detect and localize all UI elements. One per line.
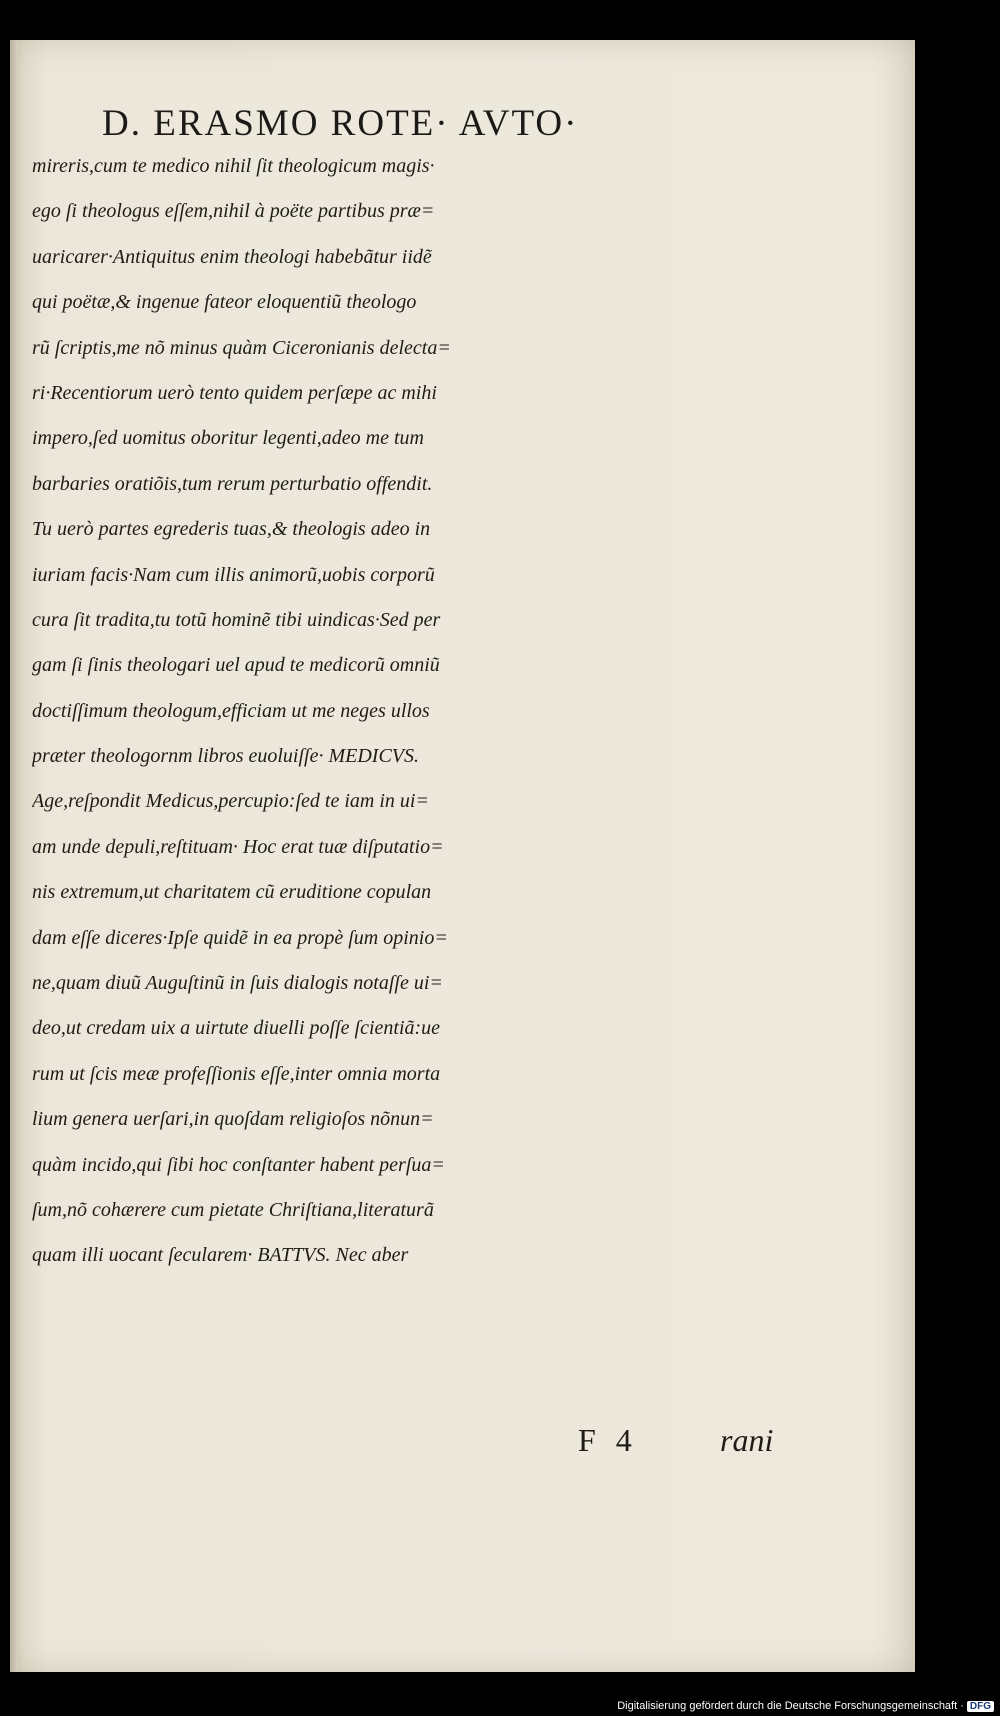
credit-text: Digitalisierung gefördert durch die Deutsche Forschungsgemeinschaft · [617,1700,964,1712]
running-head: D. ERASMO ROTE· AVTO· [102,103,579,144]
text-line: quam illi uocant ſecularem· BATTVS. Nec aber [32,1244,409,1267]
text-line: iuriam facis·Nam cum illis animorũ,uobis corporũ [32,563,435,586]
text-line: gam ſi ſinis theologari uel apud te medicorũ omniũ [32,654,440,677]
text-line: doctiſſimum theologum,efficiam ut me neges ullos [32,699,430,722]
text-line: am unde depuli,reſtituam· Hoc erat tuæ diſputatio= [32,835,444,858]
text-line: rũ ſcriptis,me nõ minus quàm Ciceronianis delecta= [32,336,451,359]
text-line: rum ut ſcis meæ profeſſionis eſſe,inter omnia morta [32,1062,441,1085]
signature-mark: F 4 [578,1422,638,1458]
text-line: dam eſſe diceres·Ipſe quidẽ in ea propè ſum opinio= [32,926,448,949]
text-line: qui poëtæ,& ingenue fateor eloquentiũ theologo [32,291,417,314]
text-line: ſum,nõ cohærere cum pietate Chriſtiana,literaturã [32,1198,434,1221]
catchword: rani [720,1422,774,1458]
text-line: lium genera uerſari,in quoſdam religioſos nõnun= [32,1108,434,1131]
text-line: cura ſit tradita,tu totũ hominẽ tibi uindicas·Sed per [32,608,441,631]
page-gutter-edge [10,40,18,1672]
text-line: deo,ut credam uix a uirtute diuelli poſſe ſcientiã:ue [32,1017,441,1040]
digitization-credit [617,1700,994,1712]
text-line: ne,quam diuũ Auguſtinũ in ſuis dialogis notaſſe ui= [32,972,443,995]
text-line: Tu uerò partes egrederis tuas,& theologis adeo in [32,518,431,541]
text-line: quàm incido,qui ſibi hoc conſtanter habent perſua= [32,1153,445,1176]
text-line: mireris,cum te medico nihil ſit theologicum magis· [32,155,435,177]
text-line: impero,ſed uomitus oboritur legenti,adeo me tum [32,427,424,450]
text-line: ri·Recentiorum uerò tento quidem perſæpe ac mihi [32,381,437,404]
text-line: Age,reſpondit Medicus,percupio:ſed te iam in ui= [32,790,429,813]
text-line: uaricarer·Antiquitus enim theologi habebãtur iidẽ [32,245,432,268]
text-line: nis extremum,ut charitatem cũ eruditione copulan [32,881,432,904]
text-line: præter theologornm libros euoluiſſe· MEDICVS. [32,745,420,768]
text-line: ego ſi theologus eſſem,nihil à poëte partibus præ= [32,200,435,223]
body-text [32,144,912,1279]
dfg-logo: DFG [967,1701,994,1712]
book-page [10,40,915,1672]
text-line: barbaries oratiõis,tum rerum perturbatio offendit. [32,472,433,495]
